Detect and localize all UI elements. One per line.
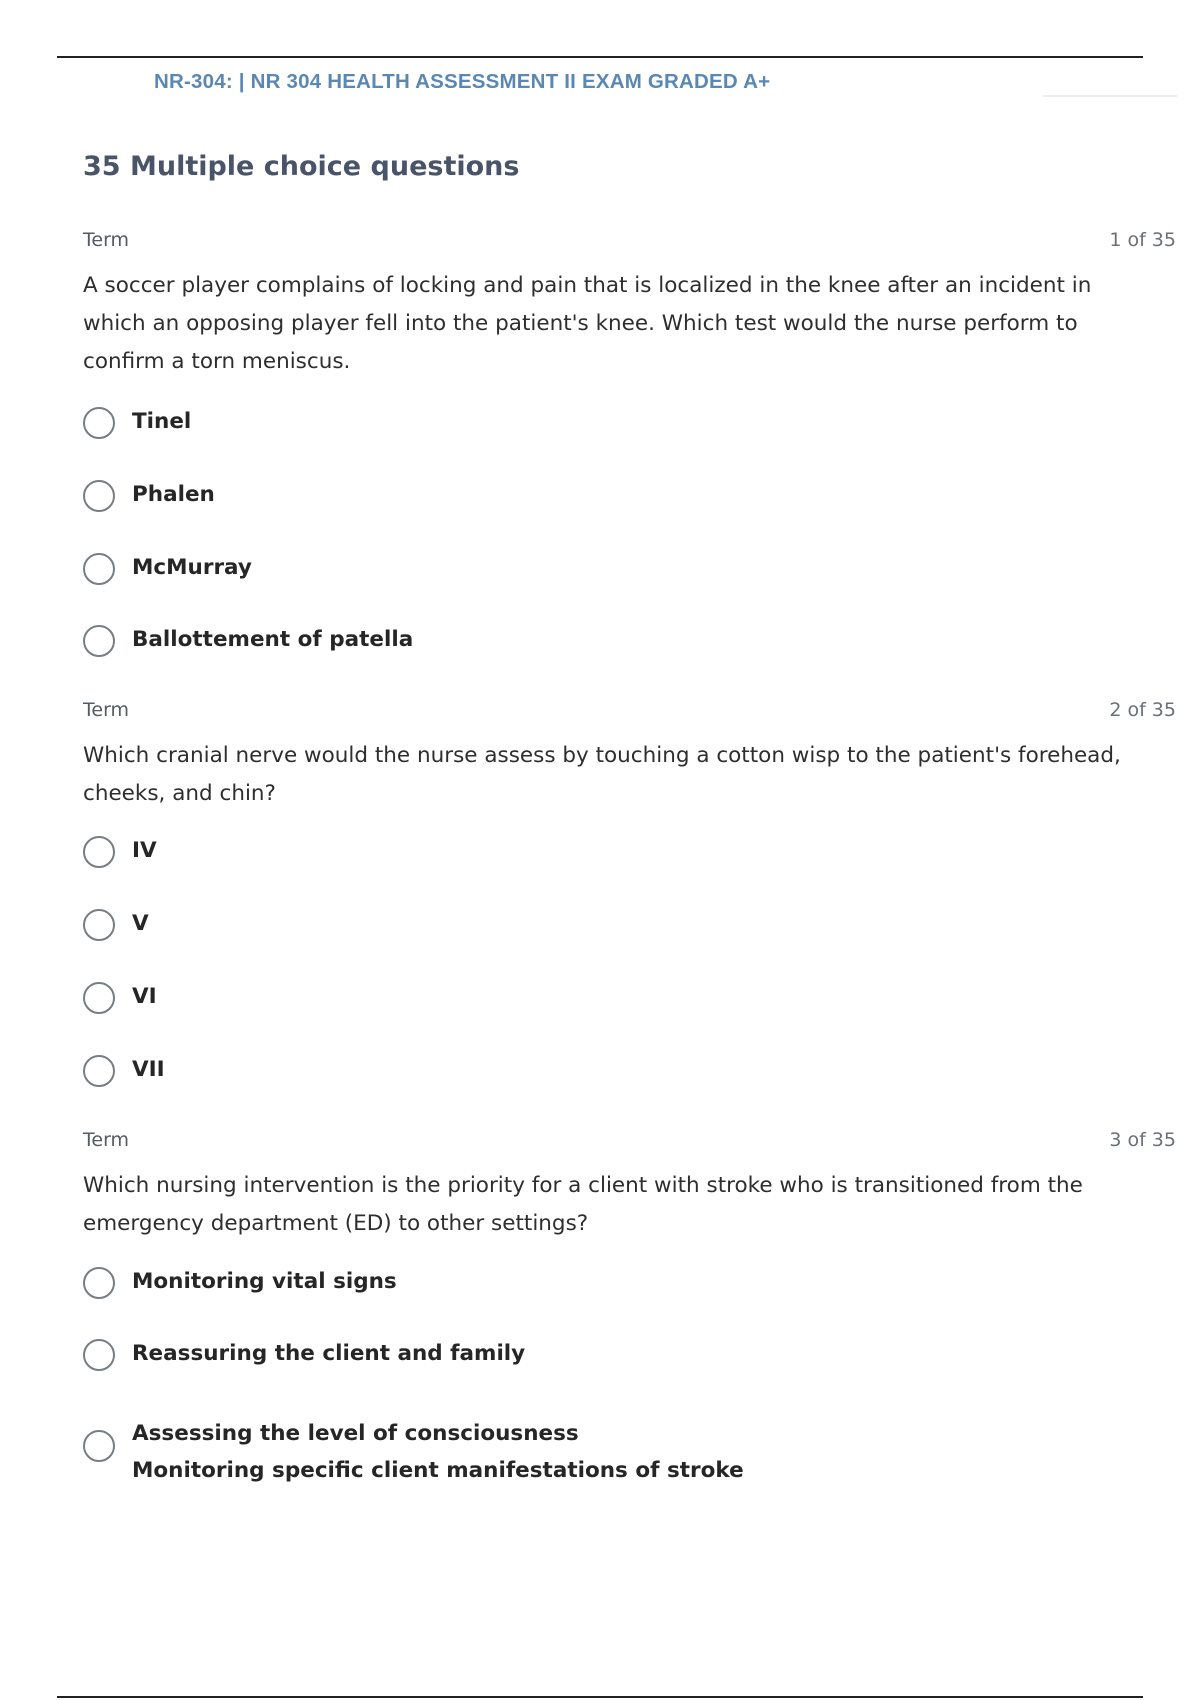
- answer-option-mcmurray[interactable]: [83, 551, 983, 591]
- answer-option-v[interactable]: [83, 907, 983, 947]
- radio-button[interactable]: [83, 836, 115, 868]
- answer-option-label[interactable]: Reassuring the client and family: [132, 1341, 526, 1366]
- radio-button[interactable]: [83, 407, 115, 439]
- answer-option-label[interactable]: Phalen: [132, 482, 215, 507]
- header-faint-line: [1043, 95, 1177, 97]
- answer-option-vii[interactable]: [83, 1053, 983, 1093]
- answer-option-label[interactable]: [132, 1415, 744, 1489]
- answer-option-label[interactable]: VI: [132, 984, 157, 1009]
- question-counter: 1 of 35: [1109, 229, 1176, 251]
- term-label: Term: [83, 699, 130, 721]
- answer-option-line-2: Monitoring specific client manifestations of stroke: [132, 1458, 744, 1483]
- question-card-2: [83, 699, 1176, 813]
- answer-option-label[interactable]: Monitoring vital signs: [132, 1269, 397, 1294]
- radio-button[interactable]: [83, 625, 115, 657]
- radio-button[interactable]: [83, 553, 115, 585]
- answer-option-monitoring-vital-signs[interactable]: [83, 1265, 983, 1305]
- answer-option-label[interactable]: Tinel: [132, 409, 192, 434]
- radio-button[interactable]: [83, 1430, 115, 1462]
- radio-button[interactable]: [83, 1339, 115, 1371]
- radio-button[interactable]: [83, 909, 115, 941]
- answer-option-iv[interactable]: [83, 834, 983, 874]
- term-label: Term: [83, 229, 130, 251]
- answer-option-label[interactable]: McMurray: [132, 555, 252, 580]
- answer-option-ballottement[interactable]: [83, 623, 983, 663]
- question-counter: 3 of 35: [1109, 1129, 1176, 1151]
- top-rule: [57, 56, 1143, 58]
- question-text: Which nursing intervention is the priority for a client with stroke who is transitioned from the emergency department (ED) to other settings?: [83, 1173, 1083, 1236]
- radio-button[interactable]: [83, 480, 115, 512]
- radio-button[interactable]: [83, 1055, 115, 1087]
- answer-option-line-1: Assessing the level of consciousness: [132, 1421, 579, 1446]
- document-header-title: NR-304: | NR 304 HEALTH ASSESSMENT II EXAM GRADED A+: [154, 70, 771, 93]
- answer-option-tinel[interactable]: [83, 405, 983, 445]
- term-label: Term: [83, 1129, 130, 1151]
- question-card-3: [83, 1129, 1176, 1243]
- radio-button[interactable]: [83, 1267, 115, 1299]
- radio-button[interactable]: [83, 982, 115, 1014]
- term-row: [83, 229, 1176, 255]
- answer-option-label[interactable]: IV: [132, 838, 157, 863]
- bottom-rule: [57, 1696, 1143, 1698]
- question-text: A soccer player complains of locking and pain that is localized in the knee after an incident in which an opposing player fell into the patient's knee. Which test would the nurse perform to confirm a torn meniscus.: [83, 273, 1092, 374]
- answer-option-label[interactable]: VII: [132, 1057, 165, 1082]
- question-counter: 2 of 35: [1109, 699, 1176, 721]
- answer-option-label[interactable]: Ballottement of patella: [132, 627, 414, 652]
- question-text: Which cranial nerve would the nurse assess by touching a cotton wisp to the patient's forehead, cheeks, and chin?: [83, 743, 1121, 806]
- answer-option-vi[interactable]: [83, 980, 983, 1020]
- question-card-1: [83, 229, 1176, 381]
- term-row: [83, 699, 1176, 725]
- answer-option-assessing-loc[interactable]: [83, 1421, 983, 1483]
- page-heading: 35 Multiple choice questions: [83, 151, 520, 182]
- answer-option-phalen[interactable]: [83, 478, 983, 518]
- answer-option-label[interactable]: V: [132, 911, 149, 936]
- term-row: [83, 1129, 1176, 1155]
- answer-option-reassuring[interactable]: [83, 1337, 983, 1377]
